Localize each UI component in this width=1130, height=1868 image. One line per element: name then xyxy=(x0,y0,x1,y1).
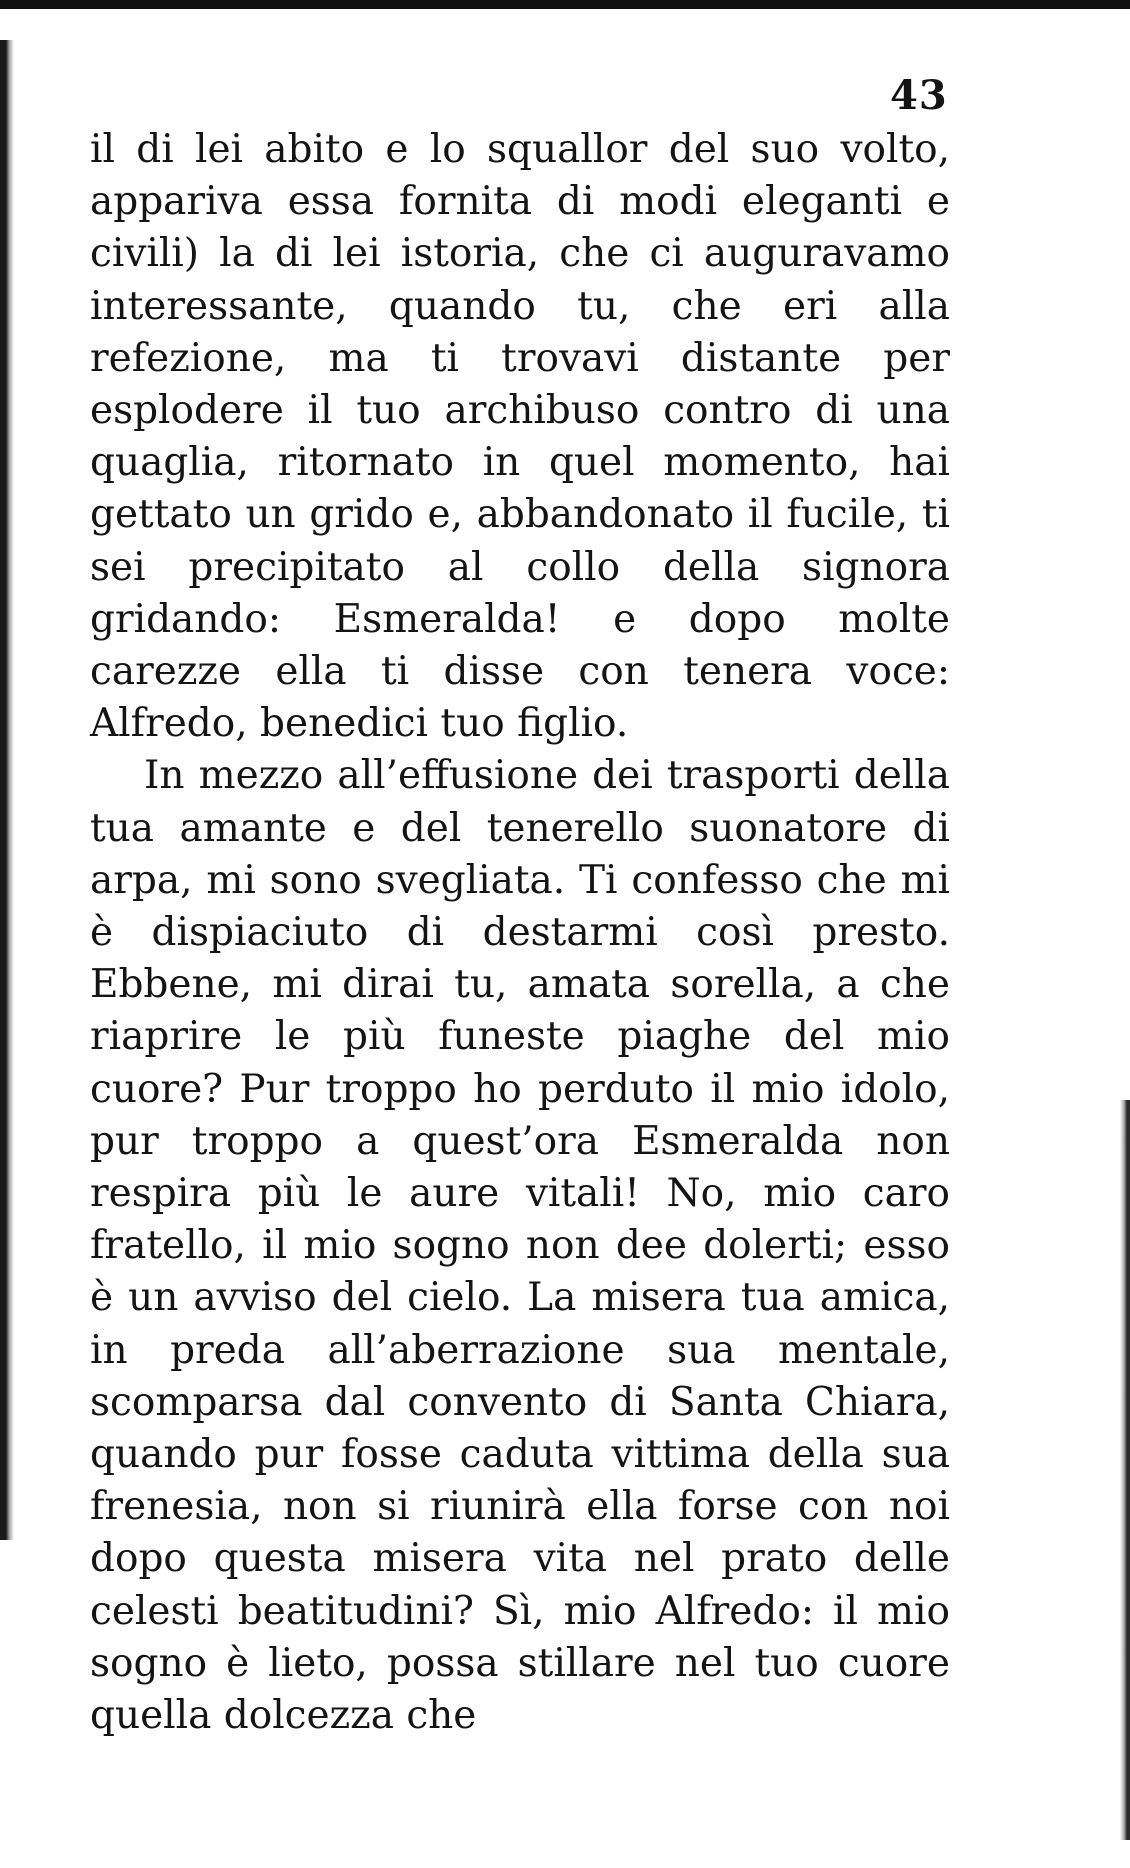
top-border xyxy=(0,0,1130,9)
body-text xyxy=(90,124,950,1742)
right-page-edge xyxy=(1120,1100,1130,1840)
paragraph-continuation: il di lei abito e lo squallor del suo volto, appariva essa fornita di modi eleganti e civili) la di lei istoria, che ci auguravamo interessante, quando tu, che eri alla refezione, ma ti trovavi distante per esplodere il tuo archibuso contro di una quaglia, ritornato in quel momento, hai gettato un grido e, abbandonato il fucile, ti sei precipitato al collo della signora gridando: Esmeralda! e dopo molte carezze ella ti disse con tenera voce: Alfredo, benedici tuo figlio. xyxy=(90,127,950,747)
left-page-edge xyxy=(0,40,14,1540)
paragraph: In mezzo all’effusione dei trasporti della tua amante e del tenerello suonatore di arpa, mi sono svegliata. Ti confesso che mi è dispiaciuto di destarmi così presto. Ebbene, mi dirai tu, amata sorella, a che riaprire le più funeste piaghe del mio cuore? Pur troppo ho perduto il mio idolo, pur troppo a quest’ora Esmeralda non respira più le aure vitali! No, mio caro fratello, il mio sogno non dee dolerti; esso è un avviso del cielo. La misera tua amica, in preda all’aberrazione sua mentale, scomparsa dal convento di Santa Chiara, quando pur fosse caduta vittima della sua frenesia, non si riunirà ella forse con noi dopo questa misera vita nel prato delle celesti beatitudini? Sì, mio Alfredo: il mio sogno è lieto, possa stillare nel tuo cuore quella dolcezza che xyxy=(90,753,950,1739)
page-number: 43 xyxy=(890,72,948,119)
